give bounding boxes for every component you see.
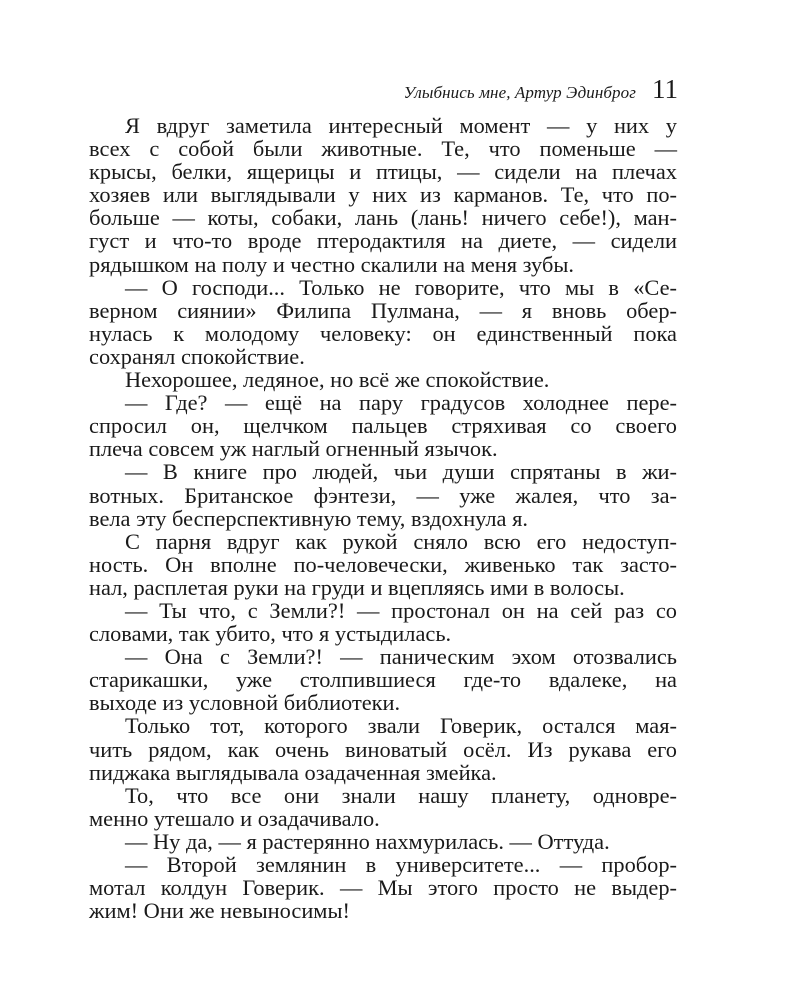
text-line: — Где? — ещё на пару градусов холоднее пере- [125, 390, 677, 416]
paragraph [89, 368, 677, 391]
text-body [89, 114, 677, 922]
paragraph [89, 645, 677, 714]
text-line: жим! Они же невыносимы! [89, 898, 350, 924]
text-line: — Ну да, — я растерянно нахмурилась. — Оттуда. [125, 828, 610, 854]
text-line: вотных. Британское фэнтези, — уже жалея, что за- [89, 482, 677, 508]
text-line: вела эту бесперспективную тему, вздохнула я. [89, 505, 528, 531]
paragraph [89, 276, 677, 368]
page-number: 11 [652, 74, 678, 104]
paragraph [89, 599, 677, 645]
text-line: То, что все они знали нашу планету, одновре- [125, 782, 677, 808]
text-line: пиджака выглядывала озадаченная змейка. [89, 759, 497, 785]
paragraph [89, 830, 677, 853]
text-line: выходе из условной библиотеки. [89, 690, 401, 716]
text-line: — Она с Земли?! — паническим эхом отозвались [125, 644, 677, 670]
running-title: Улыбнись мне, Артур Эдинброг [403, 83, 636, 102]
paragraph [89, 391, 677, 460]
text-line: плеча совсем уж наглый огненный язычок. [89, 436, 498, 462]
paragraph [89, 784, 677, 830]
text-line: ность. Он вполне по-человечески, живенько так засто- [89, 551, 677, 577]
text-line: менно утешало и озадачивало. [89, 805, 380, 831]
paragraph [89, 114, 677, 276]
text-line: Нехорошее, ледяное, но всё же спокойствие. [125, 367, 550, 393]
text-line: крысы, белки, ящерицы и птицы, — сидели на плечах [89, 159, 677, 185]
text-line: всех с собой были животные. Те, что поменьше — [89, 136, 677, 162]
text-line: больше — коты, собаки, лань (лань! ничего себе!), ман- [89, 205, 677, 231]
text-line: словами, так убито, что я устыдилась. [89, 621, 452, 647]
text-line: Только тот, которого звали Говерик, остался мая- [125, 713, 677, 739]
text-line: старикашки, уже столпившиеся где-то вдалеке, на [89, 667, 677, 693]
text-line: — Ты что, с Земли?! — простонал он на сей раз со [125, 597, 677, 623]
text-line: нал, расплетая руки на груди и вцепляясь ими в волосы. [89, 574, 625, 600]
text-line: густ и что-то вроде птеродактиля на диете, — сидели [89, 228, 677, 254]
text-line: мотал колдун Говерик. — Мы этого просто не выдер- [89, 875, 677, 901]
text-line: Я вдруг заметила интересный момент — у них у [125, 113, 677, 138]
text-line: — О господи... Только не говорите, что мы в «Се- [125, 274, 677, 300]
text-line: сохранял спокойствие. [89, 343, 305, 369]
paragraph [89, 530, 677, 599]
text-line: нулась к молодому человеку: он единственный пока [89, 320, 677, 346]
text-line: — В книге про людей, чьи души спрятаны в жи- [125, 459, 677, 485]
running-head [90, 76, 678, 106]
paragraph [89, 853, 677, 922]
paragraph [89, 460, 677, 529]
paragraph [89, 714, 677, 783]
text-line: верном сиянии» Филипа Пулмана, — я вновь обер- [89, 297, 677, 323]
text-line: рядышком на полу и честно скалили на меня зубы. [89, 251, 574, 277]
text-line: С парня вдруг как рукой сняло всю его недоступ- [125, 528, 677, 554]
text-line: хозяев или выглядывали у них из карманов. Те, что по- [89, 182, 677, 208]
text-line: спросил он, щелчком пальцев стряхивая со своего [89, 413, 677, 439]
text-line: — Второй землянин в университете... — пробор- [125, 852, 677, 877]
text-line: чить рядом, как очень виноватый осёл. Из рукава его [89, 736, 677, 762]
